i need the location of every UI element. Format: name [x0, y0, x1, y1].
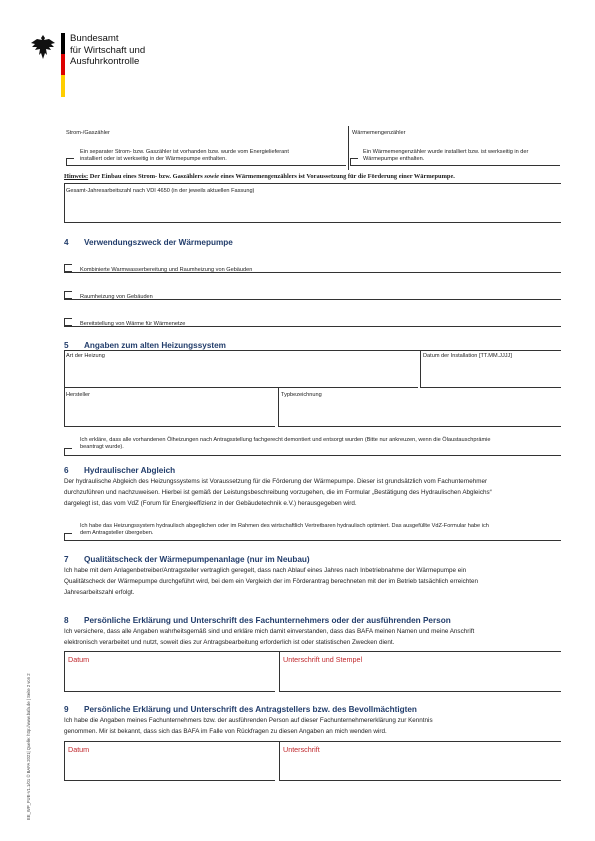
art-label: Art der Heizung — [66, 353, 105, 359]
section9-text-line2: genommen. Mir ist bekannt, dass sich das BAFA im Falle von Rückfragen zu diesen Angaben an mich wenden wird. — [64, 728, 387, 736]
section8-sign-vline — [279, 651, 280, 691]
sidebar-footer: EE_WP_FUE-V1.1/01 © BAFA 2021| Quelle: http://www.bafa.de | Seite 2 von 2 — [26, 673, 31, 820]
section4-heading — [64, 238, 233, 247]
section5-heading — [64, 341, 226, 350]
section4-line-3 — [64, 326, 561, 327]
jaz-vline — [64, 184, 65, 222]
federal-eagle-icon — [30, 33, 56, 61]
section6-title: Hydraulischer Abgleich — [84, 466, 176, 475]
section9-topline — [64, 741, 561, 742]
hint-sowie: sowie — [204, 173, 219, 180]
section6-number: 6 — [64, 466, 69, 475]
section6-text-line3: dargelegt ist, das vom VdZ (Forum für Energieeffizienz in der Gebäudetechnik e.V.) herausgegeben wird. — [64, 500, 357, 508]
section9-number: 9 — [64, 705, 69, 714]
section9-sign-field[interactable] — [279, 780, 561, 781]
section4-checkbox-1[interactable] — [64, 264, 72, 272]
hersteller-field[interactable] — [64, 426, 275, 427]
datum-label: Datum der Installation [TT.MM.JJJJ] — [423, 353, 512, 359]
section4-number: 4 — [64, 238, 69, 247]
section8-number: 8 — [64, 616, 69, 625]
section6-text-line1: Der hydraulische Abgleich des Heizungssystems ist Voraussetzung für die Förderung der Wärmepumpe. Dieser ist grundsätzlich vom Fachunternehmer — [64, 478, 488, 485]
waerme-check-line1: Ein Wärmemengenzähler wurde installiert bzw. ist werkseitig in der — [363, 149, 529, 155]
section8-text — [64, 626, 474, 648]
section7-text-line1: Ich habe mit dem Anlagenbetreiber/Antragsteller vertraglich geregelt, dass nach Ablauf eines Jahres nach Inbetriebnahme der Wärmepumpe ein — [64, 567, 467, 574]
section8-sign-field[interactable] — [279, 691, 561, 692]
section9-sign-vline — [279, 741, 280, 780]
hint-label: Hinweis: — [64, 173, 89, 180]
typ-field[interactable] — [278, 426, 561, 427]
section5-number: 5 — [64, 341, 69, 350]
strom-underline — [66, 165, 346, 166]
section8-heading — [64, 616, 451, 625]
strom-label: Strom-/Gaszähler — [66, 130, 110, 136]
section9-datum-field[interactable] — [64, 780, 275, 781]
waerme-check-line2: Wärmepumpe enthalten. — [363, 156, 425, 162]
meter-hint — [64, 173, 455, 180]
section7-number: 7 — [64, 555, 69, 564]
section4-option-2: Raumheizung von Gebäuden — [80, 294, 153, 300]
flag-bar — [61, 33, 65, 97]
waerme-check-text — [363, 149, 528, 163]
section5-topline — [64, 350, 561, 351]
section4-title: Verwendungszweck der Wärmepumpe — [84, 238, 233, 247]
hydraulic-check-line2: dem Antragsteller übergeben. — [80, 530, 154, 536]
org-name — [70, 33, 145, 68]
section4-option-3: Bereitstellung von Wärme für Wärmenetze — [80, 321, 186, 327]
section4-line-1 — [64, 272, 561, 273]
hersteller-label: Hersteller — [66, 392, 90, 398]
flag-gold — [61, 75, 65, 97]
section4-option-1: Kombinierte Warmwasserbereitung und Raumheizung von Gebäuden — [80, 267, 253, 273]
section6-heading — [64, 466, 175, 475]
oil-removal-text — [80, 437, 490, 451]
section8-topline — [64, 651, 561, 652]
section9-title: Persönliche Erklärung und Unterschrift des Antragstellers bzw. des Bevollmächtigten — [84, 705, 417, 714]
jaz-topline — [64, 183, 561, 184]
hydraulic-line — [64, 540, 561, 541]
jaz-field[interactable] — [64, 222, 561, 223]
section9-datum-label: Datum — [68, 745, 90, 754]
section7-heading — [64, 555, 310, 564]
section7-text — [64, 565, 478, 599]
section4-line-2 — [64, 299, 561, 300]
strom-check-text — [80, 149, 289, 163]
oil-removal-line1: Ich erkläre, dass alle vorhandenen Ölheizungen nach Antragsstellung fachgerecht demontiert und entsorgt wurden (Bitte nur ankreuzen, wenn die Ölaustauschprämie — [80, 437, 491, 443]
section9-datum-vline — [64, 741, 65, 780]
art-left-vline — [64, 350, 65, 387]
strom-check-line2: installiert oder ist werkseitig in der Wärmepumpe enthalten. — [80, 156, 227, 162]
hydraulic-check-line1: Ich habe das Heizungssystem hydraulisch abgeglichen oder im Rahmen des wirtschaftlich Vertretbaren hydraulisch optimiert. Das ausgefüllte VdZ-Formular habe ich — [80, 523, 489, 529]
waerme-underline — [350, 165, 560, 166]
typ-label: Typbezeichnung — [281, 392, 322, 398]
section7-text-line2: Qualitätscheck der Wärmepumpe durchgeführt wird, bei dem ein Vergleich der im Förderantrag berechneten mit der im Betrieb tatsächlich erreichten — [64, 578, 479, 586]
waerme-label: Wärmemengenzähler — [352, 130, 406, 136]
flag-red — [61, 54, 65, 75]
section9-sign-label: Unterschrift — [283, 745, 320, 754]
strom-vline — [348, 126, 349, 170]
org-name-line2: für Wirtschaft und — [70, 44, 146, 56]
hint-part2: eines Wärmemengenzählers ist Voraussetzung für die Förderung einer Wärmepumpe. — [218, 173, 455, 180]
section9-text-line1: Ich habe die Angaben meines Fachunternehmers bzw. der ausführenden Person auf dieser Fachunternehmererklärung zur Kenntnis — [64, 717, 433, 724]
org-name-line1: Bundesamt — [70, 33, 119, 44]
typ-vline — [278, 388, 279, 426]
section4-checkbox-3[interactable] — [64, 318, 72, 326]
section4-checkbox-2[interactable] — [64, 291, 72, 299]
flag-black — [61, 33, 65, 54]
hydraulic-check-text — [80, 523, 489, 537]
org-name-line3: Ausfuhrkontrolle — [70, 56, 140, 67]
section7-text-line3: Jahresarbeitszahl erfolgt. — [64, 589, 135, 597]
hersteller-vline — [64, 388, 65, 426]
section5-title: Angaben zum alten Heizungssystem — [84, 341, 226, 350]
datum-vline — [420, 350, 421, 387]
oil-removal-line — [64, 455, 561, 456]
hint-part1: Der Einbau eines Strom- bzw. Gaszählers — [88, 173, 205, 180]
section8-datum-vline — [64, 651, 65, 691]
section9-text — [64, 715, 433, 737]
section7-title: Qualitätscheck der Wärmepumpenanlage (nur im Neubau) — [84, 555, 310, 564]
section8-datum-field[interactable] — [64, 691, 275, 692]
section8-text-line1: Ich versichere, dass alle Angaben wahrheitsgemäß sind und erkläre mich damit einverstanden, dass das BAFA meinen Namen und meine Anschrift — [64, 628, 475, 635]
section8-datum-label: Datum — [68, 655, 90, 664]
oil-removal-line2: beantragt wurde). — [80, 444, 124, 450]
section8-text-line2: elektronisch verarbeitet und nutzt, soweit dies zur Antragsbearbeitung erforderlich ist oder statistischen Zwecken dient. — [64, 639, 395, 647]
section9-heading — [64, 705, 417, 714]
section8-title: Persönliche Erklärung und Unterschrift des Fachunternehmers oder der ausführenden Person — [84, 616, 451, 625]
jaz-label: Gesamt-Jahresarbeitszahl nach VDI 4650 (in der jeweils aktuellen Fassung) — [66, 188, 255, 194]
strom-check-line1: Ein separater Strom- bzw. Gaszähler ist vorhanden bzw. wurde vom Energielieferant — [80, 149, 289, 155]
header-logo — [30, 33, 170, 97]
art-field[interactable] — [64, 387, 418, 388]
section6-text — [64, 476, 492, 510]
section6-text-line2: durchzuführen und nachzuweisen. Hierbei ist gemäß der Leistungsbeschreibung vorzugehen, die im Formular „Bestätigung des Hydraulischen Abgleichs“ — [64, 489, 492, 497]
section8-sign-label: Unterschrift und Stempel — [283, 655, 363, 664]
datum-field[interactable] — [420, 387, 561, 388]
